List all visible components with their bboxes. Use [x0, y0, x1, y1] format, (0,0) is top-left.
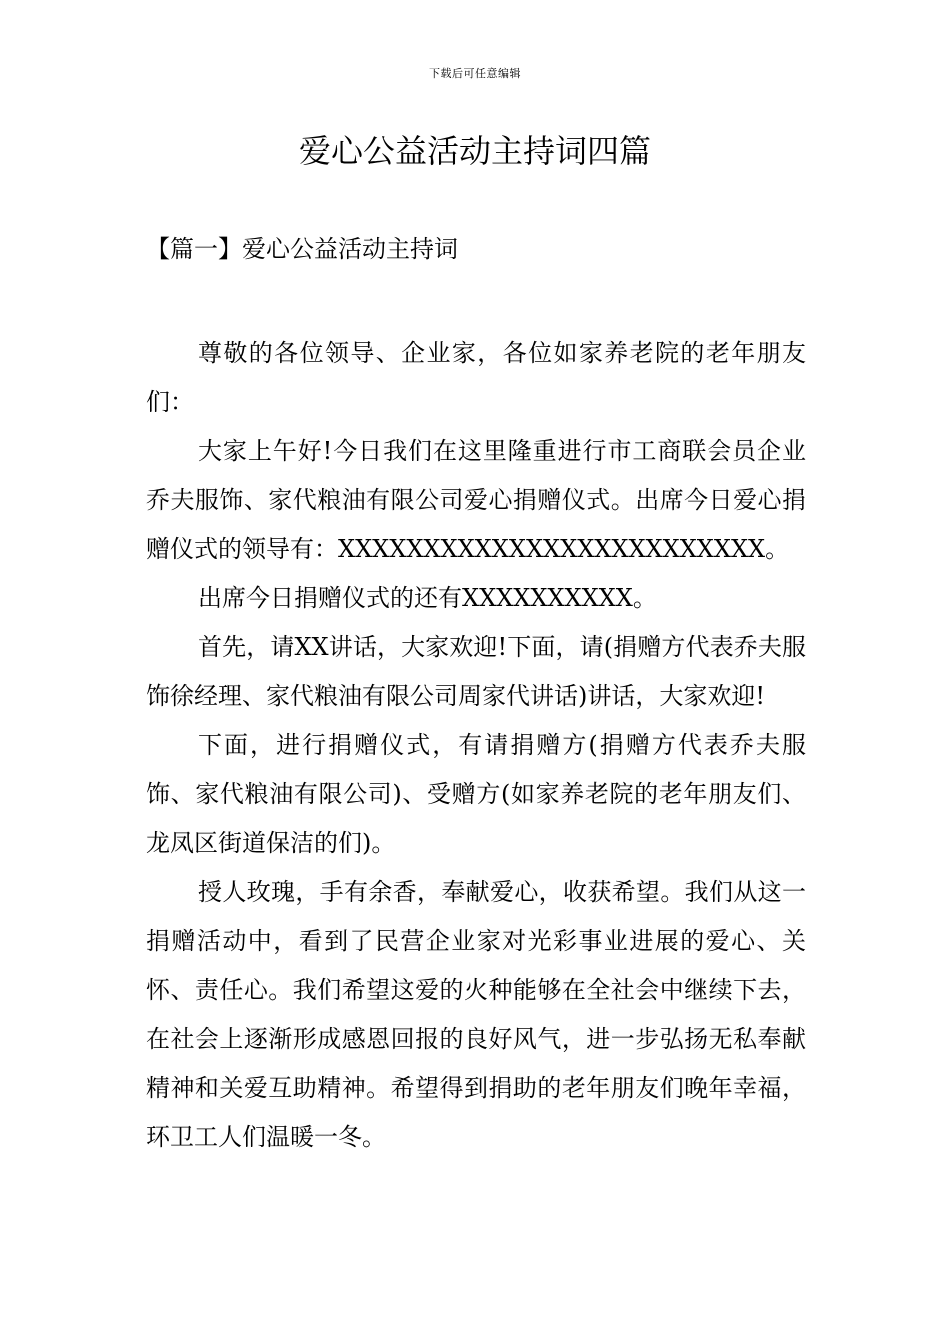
paragraph-ceremony: 下面，进行捐赠仪式，有请捐赠方(捐赠方代表乔夫服饰、家代粮油有限公司)、受赠方(如家养老院的老年朋友们、龙凤区街道保洁的们)。 [146, 731, 806, 857]
paragraph-closing: 授人玫瑰，手有余香，奉献爱心，收获希望。我们从这一捐赠活动中，看到了民营企业家对光彩事业进展的爱心、关怀、责任心。我们希望这爱的火种能够在全社会中继续下去，在社会上逐渐形成感恩回报的良好风气，进一步弘扬无私奉献精神和关爱互助精神。希望得到捐助的老年朋友们晚年幸福，环卫工人们温暖一冬。 [146, 878, 806, 1151]
paragraph-greeting: 尊敬的各位领导、企业家，各位如家养老院的老年朋友们： [146, 339, 806, 416]
document-title: 爱心公益活动主持词四篇 [298, 132, 651, 170]
paragraph-opening: 大家上午好!今日我们在这里隆重进行市工商联会员企业乔夫服饰、家代粮油有限公司爱心捐赠仪式。出席今日爱心捐赠仪式的领导有：XXXXXXXXXXXXXXXXXXXXXXXXX。 [146, 437, 806, 563]
section-heading: 【篇一】爱心公益活动主持词 [146, 235, 458, 263]
paragraph-attendees: 出席今日捐赠仪式的还有XXXXXXXXXX。 [198, 584, 657, 612]
header-note: 下载后可任意编辑 [429, 67, 521, 80]
document-body [146, 329, 806, 1162]
paragraph-speeches: 首先，请XX讲话，大家欢迎!下面，请(捐赠方代表乔夫服饰徐经理、家代粮油有限公司周家代讲话)讲话，大家欢迎! [146, 633, 806, 710]
